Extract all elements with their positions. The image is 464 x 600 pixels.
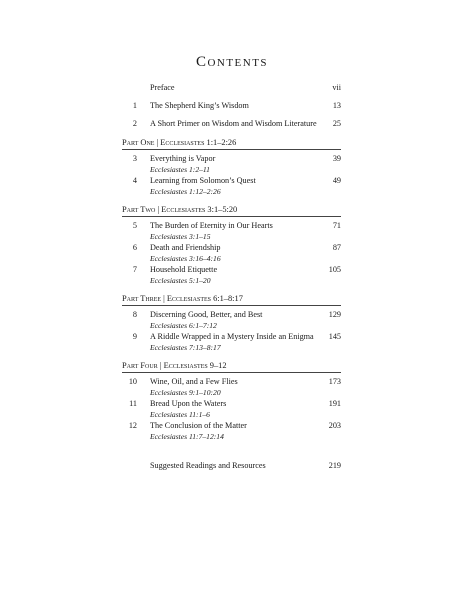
chapter-number: 10 <box>128 377 137 386</box>
scripture-reference: Ecclesiastes 9:1–10:20 <box>150 388 221 397</box>
toc-entry-chapter-7[interactable] <box>0 264 464 276</box>
scripture-reference-row <box>0 388 464 398</box>
scripture-reference: Ecclesiastes 5:1–20 <box>150 276 211 285</box>
scripture-reference-row <box>0 165 464 175</box>
toc-entry-preface[interactable] <box>0 82 464 94</box>
chapter-title: Wine, Oil, and a Few Flies <box>150 377 238 386</box>
part-heading-three <box>0 292 464 305</box>
chapter-title: Household Etiquette <box>150 265 218 274</box>
scripture-reference-row <box>0 410 464 420</box>
chapter-number: 8 <box>132 310 137 319</box>
scripture-reference: Ecclesiastes 6:1–7:12 <box>150 321 217 330</box>
part-title: Part Four | Ecclesiastes 9–12 <box>122 361 227 370</box>
scripture-reference: Ecclesiastes 3:1–15 <box>150 232 211 241</box>
chapter-title: Bread Upon the Waters <box>150 399 227 408</box>
page-number: 129 <box>328 310 341 319</box>
toc-entry-chapter-5[interactable] <box>0 220 464 232</box>
chapter-number: 12 <box>128 421 137 430</box>
toc-entry-chapter-8[interactable] <box>0 309 464 321</box>
page-number: 13 <box>332 101 341 110</box>
part-title: Part Three | Ecclesiastes 6:1–8:17 <box>122 294 243 303</box>
scripture-reference: Ecclesiastes 3:16–4:16 <box>150 254 221 263</box>
page-number: 219 <box>328 461 341 470</box>
chapter-title: Death and Friendship <box>150 243 221 252</box>
chapter-number: 1 <box>132 101 137 110</box>
page-number: 49 <box>332 176 341 185</box>
part-heading-four <box>0 359 464 372</box>
scripture-reference-row <box>0 187 464 197</box>
page-number: 71 <box>332 221 341 230</box>
chapter-number: 3 <box>132 154 137 163</box>
part-divider <box>122 216 341 217</box>
toc-entry-chapter-12[interactable] <box>0 420 464 432</box>
part-heading-two <box>0 203 464 216</box>
chapter-title: Discerning Good, Better, and Best <box>150 310 263 319</box>
part-title: Part Two | Ecclesiastes 3:1–5:20 <box>122 205 238 214</box>
chapter-title: Preface <box>150 83 175 92</box>
toc-entry-chapter-9[interactable] <box>0 331 464 343</box>
chapter-title: Learning from Solomon’s Quest <box>150 176 256 185</box>
scripture-reference-row <box>0 432 464 442</box>
chapter-number: 5 <box>132 221 137 230</box>
scripture-reference-row <box>0 232 464 242</box>
scripture-reference-row <box>0 343 464 353</box>
chapter-title: Everything is Vapor <box>150 154 216 163</box>
part-heading-one <box>0 136 464 149</box>
scripture-reference-row <box>0 276 464 286</box>
chapter-number: 7 <box>132 265 137 274</box>
page-number: 87 <box>332 243 341 252</box>
toc-entry-chapter-4[interactable] <box>0 175 464 187</box>
part-divider <box>122 149 341 150</box>
toc-entry-chapter-1[interactable] <box>0 100 464 112</box>
chapter-title: The Conclusion of the Matter <box>150 421 247 430</box>
part-divider <box>122 305 341 306</box>
part-divider <box>122 372 341 373</box>
chapter-title: The Burden of Eternity in Our Hearts <box>150 221 273 230</box>
chapter-number: 4 <box>132 176 137 185</box>
chapter-title: A Short Primer on Wisdom and Wisdom Literature <box>150 119 317 128</box>
page-number: 203 <box>328 421 341 430</box>
toc-entry-suggested-readings[interactable] <box>0 460 464 472</box>
chapter-number: 2 <box>132 119 137 128</box>
page-number: 145 <box>328 332 341 341</box>
toc-entry-chapter-2[interactable] <box>0 118 464 130</box>
chapter-title: Suggested Readings and Resources <box>150 461 266 470</box>
chapter-title: The Shepherd King’s Wisdom <box>150 101 249 110</box>
chapter-number: 6 <box>132 243 137 252</box>
page-number: 105 <box>328 265 341 274</box>
toc-entry-chapter-10[interactable] <box>0 376 464 388</box>
toc-list <box>0 82 464 472</box>
scripture-reference: Ecclesiastes 7:13–8:17 <box>150 343 221 352</box>
toc-entry-chapter-6[interactable] <box>0 242 464 254</box>
scripture-reference: Ecclesiastes 1:12–2:26 <box>150 187 221 196</box>
toc-entry-chapter-3[interactable] <box>0 153 464 165</box>
page-number: 39 <box>332 154 341 163</box>
page-number: 191 <box>328 399 341 408</box>
toc-entry-chapter-11[interactable] <box>0 398 464 410</box>
scripture-reference-row <box>0 254 464 264</box>
scripture-reference: Ecclesiastes 11:7–12:14 <box>150 432 224 441</box>
scripture-reference: Ecclesiastes 11:1–6 <box>150 410 210 419</box>
chapter-title: A Riddle Wrapped in a Mystery Inside an Enigma <box>150 332 314 341</box>
chapter-number: 11 <box>129 399 137 408</box>
page-number: 173 <box>328 377 341 386</box>
page-title: Contents <box>195 54 269 70</box>
scripture-reference-row <box>0 321 464 331</box>
chapter-number: 9 <box>132 332 137 341</box>
page-number: 25 <box>332 119 341 128</box>
page-number: vii <box>332 83 341 92</box>
part-title: Part One | Ecclesiastes 1:1–2:26 <box>122 138 237 147</box>
scripture-reference: Ecclesiastes 1:2–11 <box>150 165 210 174</box>
